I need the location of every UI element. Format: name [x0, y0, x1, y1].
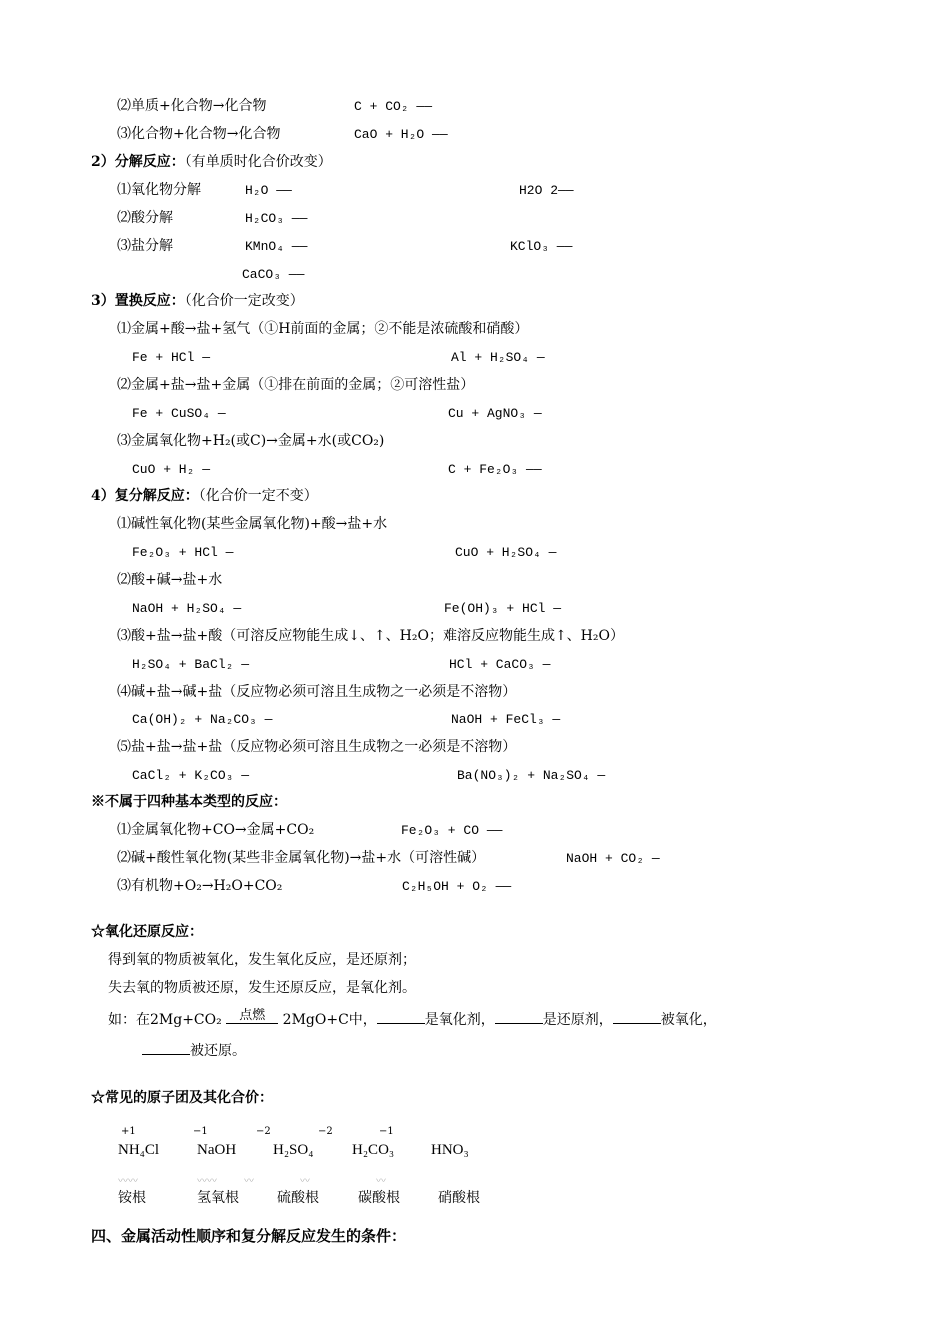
- answer-blank-reductant[interactable]: [495, 1023, 543, 1024]
- reaction-condition-label: 点燃: [239, 1008, 266, 1023]
- double-item3-eq2: HCl + CaCO₃ —: [449, 657, 551, 672]
- valence-oh: −1: [193, 1126, 208, 1137]
- double-item5-eq1: CaCl₂ + K₂CO₃ —: [132, 768, 250, 783]
- displacement-note: （化合价一定改变）: [184, 293, 304, 309]
- redox-line1: 得到氧的物质被氧化，发生氧化反应，是还原剂；: [108, 952, 416, 968]
- displacement-item1-eq2: Al + H₂SO₄ —: [451, 350, 545, 365]
- decomposition-item2-eq1: H₂CO₃ ——: [245, 211, 308, 226]
- underline-wave: 〰: [244, 1176, 254, 1187]
- double-item2-label: ⑵酸+碱→盐+水: [117, 572, 223, 588]
- decomposition-item2-label: ⑵酸分解: [117, 210, 173, 226]
- displacement-item3-label: ⑶金属氧化物+H₂(或C)→金属+水(或CO₂): [117, 433, 385, 449]
- redox-line2: 失去氧的物质被还原，发生还原反应，是氧化剂。: [108, 980, 416, 996]
- displacement-item3-eq2: C + Fe₂O₃ ——: [448, 462, 542, 477]
- combination-item2-equation: C + CO₂ ——: [354, 99, 433, 114]
- formula-hno3: HNO₃: [431, 1142, 469, 1158]
- decomposition-note: （有单质时化合价改变）: [184, 154, 332, 170]
- radical-name-hydroxide: 氢氧根: [197, 1190, 239, 1206]
- combination-item3-equation: CaO + H₂O ——: [354, 127, 448, 142]
- double-item1-eq1: Fe₂O₃ + HCl —: [132, 545, 234, 560]
- radical-name-ammonium: 铵根: [118, 1190, 146, 1206]
- displacement-item3-eq1: CuO + H₂ —: [132, 462, 211, 477]
- double-item4-eq2: NaOH + FeCl₃ —: [451, 712, 561, 727]
- valence-no3: −1: [379, 1126, 394, 1137]
- double-item2-eq2: Fe(OH)₃ + HCl —: [444, 601, 562, 616]
- radical-name-sulfate: 硫酸根: [277, 1190, 319, 1206]
- underline-wave: 〰〰: [197, 1176, 217, 1187]
- formula-h2so4: H₂SO₄: [273, 1142, 314, 1158]
- double-item5-eq2: Ba(NO₃)₂ + Na₂SO₄ —: [457, 768, 606, 783]
- displacement-heading: 3）置换反应：: [91, 293, 185, 309]
- decomposition-item1-label: ⑴氧化物分解: [117, 182, 201, 198]
- reaction-condition-arrow: [226, 1008, 278, 1024]
- other-reactions-heading: ※不属于四种基本类型的反应：: [91, 794, 287, 810]
- other-item3-label: ⑶有机物+O₂→H₂O+CO₂: [117, 878, 283, 894]
- other-item2-eq: NaOH + CO₂ —: [566, 851, 660, 866]
- displacement-item1-eq1: Fe + HCl —: [132, 350, 211, 365]
- valence-nh4: +1: [121, 1126, 136, 1137]
- other-item1-eq: Fe₂O₃ + CO ——: [401, 823, 503, 838]
- redox-blank4-suffix: 被还原。: [190, 1043, 246, 1059]
- double-item2-eq1: NaOH + H₂SO₄ —: [132, 601, 242, 616]
- formula-naoh: NaOH: [197, 1142, 237, 1158]
- double-item4-eq1: Ca(OH)₂ + Na₂CO₃ —: [132, 712, 273, 727]
- displacement-item2-eq2: Cu + AgNO₃ —: [448, 406, 542, 421]
- formula-nh4cl: NH₄Cl: [118, 1142, 160, 1158]
- double-item1-label: ⑴碱性氧化物(某些金属氧化物)+酸→盐+水: [117, 516, 388, 532]
- displacement-section: [91, 292, 304, 310]
- double-decomposition-heading: 4）复分解反应：: [91, 488, 199, 504]
- radical-name-carbonate: 碳酸根: [358, 1190, 400, 1206]
- redox-example: [108, 1008, 717, 1029]
- displacement-item1-label: ⑴金属+酸→盐+氢气（①H前面的金属；②不能是浓硫酸和硝酸）: [117, 321, 529, 337]
- double-decomposition-note: （化合价一定不变）: [198, 488, 318, 504]
- answer-blank-reduced[interactable]: [142, 1054, 190, 1055]
- underline-wave: 〰: [300, 1176, 310, 1187]
- decomposition-heading: 2）分解反应：: [91, 154, 185, 170]
- displacement-item2-eq1: Fe + CuSO₄ —: [132, 406, 226, 421]
- redox-blank3-suffix: 被氧化，: [660, 1012, 717, 1028]
- formula-h2co3: H₂CO₃: [352, 1142, 395, 1158]
- valence-co3: −2: [318, 1126, 333, 1137]
- answer-blank-oxidant[interactable]: [377, 1023, 425, 1024]
- other-item2-label: ⑵碱+酸性氧化物(某些非金属氧化物)→盐+水（可溶性碱）: [117, 850, 486, 866]
- combination-item3-label: ⑶化合物+化合物→化合物: [117, 126, 281, 142]
- redox-blank2-suffix: 是还原剂，: [542, 1012, 613, 1028]
- decomposition-item1-eq2: H2O 2——: [519, 183, 574, 198]
- radicals-heading: ☆常见的原子团及其化合价：: [91, 1090, 273, 1106]
- redox-heading: ☆氧化还原反应：: [91, 924, 203, 940]
- radical-name-nitrate: 硝酸根: [438, 1190, 480, 1206]
- double-item3-eq1: H₂SO₄ + BaCl₂ —: [132, 657, 250, 672]
- double-decomposition-section: [91, 487, 318, 505]
- double-item1-eq2: CuO + H₂SO₄ —: [455, 545, 557, 560]
- decomposition-item3-eq3: CaCO₃ ——: [242, 267, 305, 282]
- answer-blank-oxidized[interactable]: [613, 1023, 661, 1024]
- valence-so4: −2: [256, 1126, 271, 1137]
- combination-item2-label: ⑵单质+化合物→化合物: [117, 98, 267, 114]
- redox-example-prefix: 如：在2Mg+CO₂: [108, 1012, 222, 1028]
- decomposition-item3-eq2: KClO₃ ——: [510, 239, 573, 254]
- decomposition-item3-eq1: KMnO₄ ——: [245, 239, 308, 254]
- section4-heading: 四、金属活动性顺序和复分解反应发生的条件：: [91, 1227, 407, 1245]
- decomposition-item3-label: ⑶盐分解: [117, 238, 173, 254]
- other-item1-label: ⑴金属氧化物+CO→金属+CO₂: [117, 822, 315, 838]
- double-item5-label: ⑸盐+盐→盐+盐（反应物必须可溶且生成物之一必须是不溶物）: [117, 739, 517, 755]
- other-item3-eq: C₂H₅OH + O₂ ——: [402, 879, 512, 894]
- decomposition-item1-eq1: H₂O ——: [245, 183, 292, 198]
- redox-example-product: 2MgO+C中，: [282, 1012, 377, 1028]
- redox-example-line2: [142, 1042, 246, 1060]
- decomposition-section: [91, 153, 332, 171]
- displacement-item2-label: ⑵金属+盐→盐+金属（①排在前面的金属；②可溶性盐）: [117, 377, 475, 393]
- redox-blank1-suffix: 是氧化剂，: [424, 1012, 495, 1028]
- double-item3-label: ⑶酸+盐→盐+酸（可溶反应物能生成↓、↑、H₂O；难溶反应物能生成↑、H₂O）: [117, 628, 624, 644]
- underline-wave: 〰〰: [118, 1176, 138, 1187]
- underline-wave: 〰: [376, 1176, 386, 1187]
- double-item4-label: ⑷碱+盐→碱+盐（反应物必须可溶且生成物之一必须是不溶物）: [117, 684, 517, 700]
